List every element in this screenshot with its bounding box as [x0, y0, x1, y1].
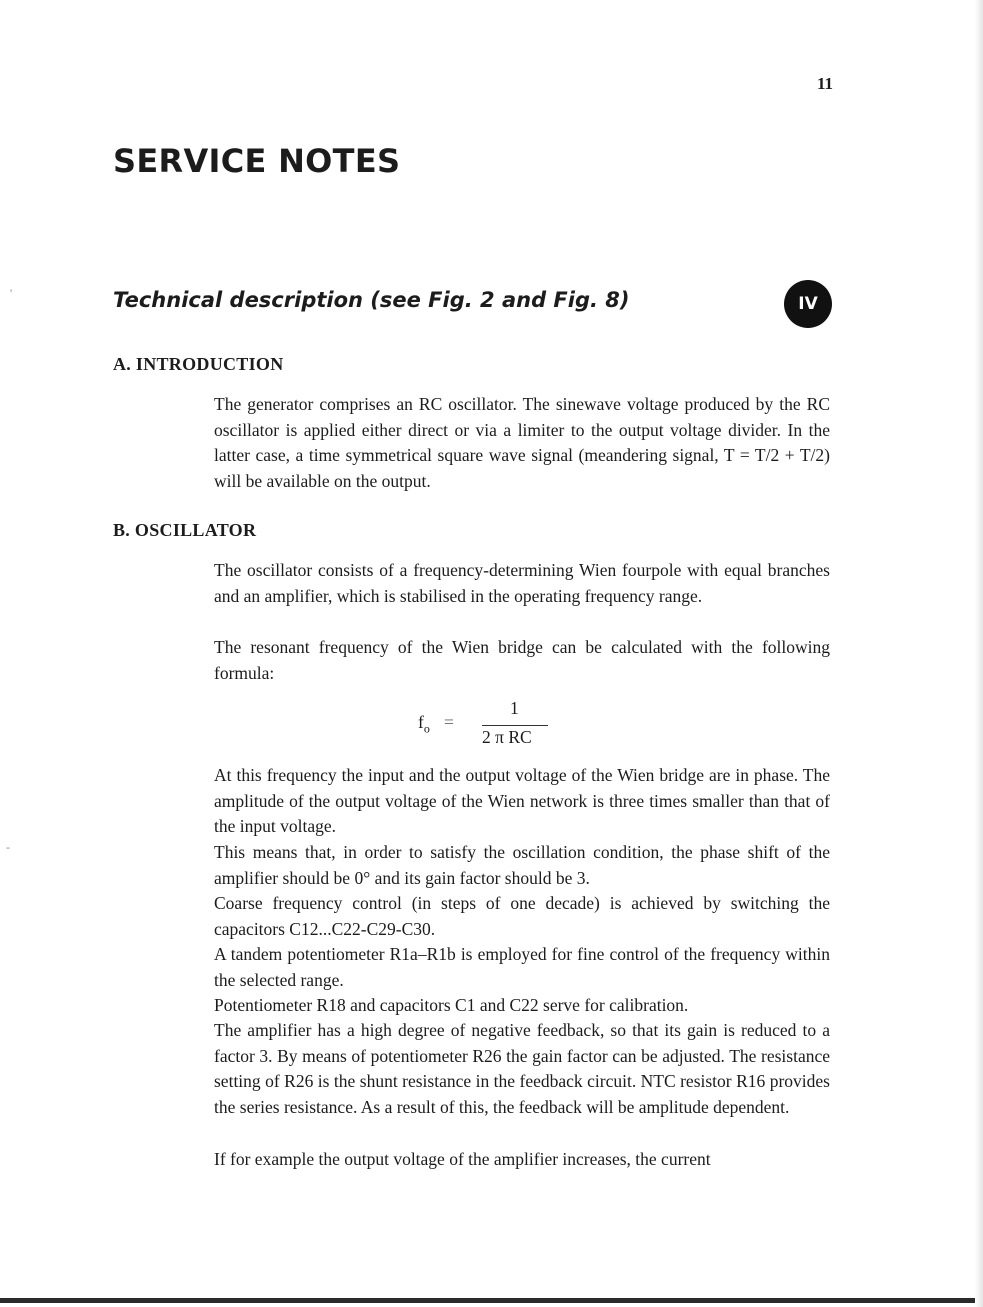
paragraph: A tandem potentiometer R1a–R1b is employed for fine control of the frequency within the selected range.	[214, 944, 830, 990]
paragraph: The generator comprises an RC oscillator. The sinewave voltage produced by the RC oscillator is applied either direct or via a limiter to the output voltage divider. In the latter case, a time symmetrical square wave signal (meandering signal, T = T/2 + T/2) will be available on the output.	[214, 394, 830, 491]
paragraph: The resonant frequency of the Wien bridge can be calculated with the following formula:	[214, 637, 830, 683]
section-title: Technical description (see Fig. 2 and Fig. 8)	[113, 288, 630, 312]
margin-mark: -	[6, 840, 10, 854]
paragraph: If for example the output voltage of the amplifier increases, the current	[214, 1149, 711, 1169]
page-number: 11	[816, 74, 833, 93]
formula-numerator: 1	[510, 698, 519, 718]
margin-mark: '	[10, 286, 13, 300]
paragraph: The amplifier has a high degree of negative feedback, so that its gain is reduced to a factor 3. By means of potentiometer R26 the gain factor can be adjusted. The resistance setting of R26 is the shunt resistance in the feedback circuit. NTC resistor R16 provides the series resistance. As a result of this, the feedback will be amplitude dependent.	[214, 1020, 830, 1117]
page-edge-shadow	[975, 0, 983, 1307]
formula-denominator: 2 π RC	[482, 727, 532, 747]
heading-introduction: A. INTRODUCTION	[113, 354, 284, 374]
page-title: SERVICE NOTES	[113, 142, 401, 180]
paragraph: Coarse frequency control (in steps of one decade) is achieved by switching the capacitors C12...C22-C29-C30.	[214, 893, 830, 939]
heading-oscillator: B. OSCILLATOR	[113, 520, 257, 540]
resonance-formula	[418, 698, 558, 754]
bottom-scan-border	[0, 1298, 975, 1303]
formula-equals: =	[444, 712, 454, 732]
paragraph: The oscillator consists of a frequency-determining Wien fourpole with equal branches and an amplifier, which is stabilised in the operating frequency range.	[214, 560, 830, 606]
paragraph: At this frequency the input and the output voltage of the Wien bridge are in phase. The amplitude of the output voltage of the Wien network is three times smaller than that of the input voltage.	[214, 765, 830, 837]
paragraph: Potentiometer R18 and capacitors C1 and C22 serve for calibration.	[214, 995, 689, 1015]
formula-lhs: $f_o$	[418, 712, 430, 736]
paragraph: This means that, in order to satisfy the oscillation condition, the phase shift of the amplifier should be 0° and its gain factor should be 3.	[214, 842, 830, 888]
chapter-badge: IV	[784, 280, 832, 328]
fraction-bar	[482, 725, 548, 726]
